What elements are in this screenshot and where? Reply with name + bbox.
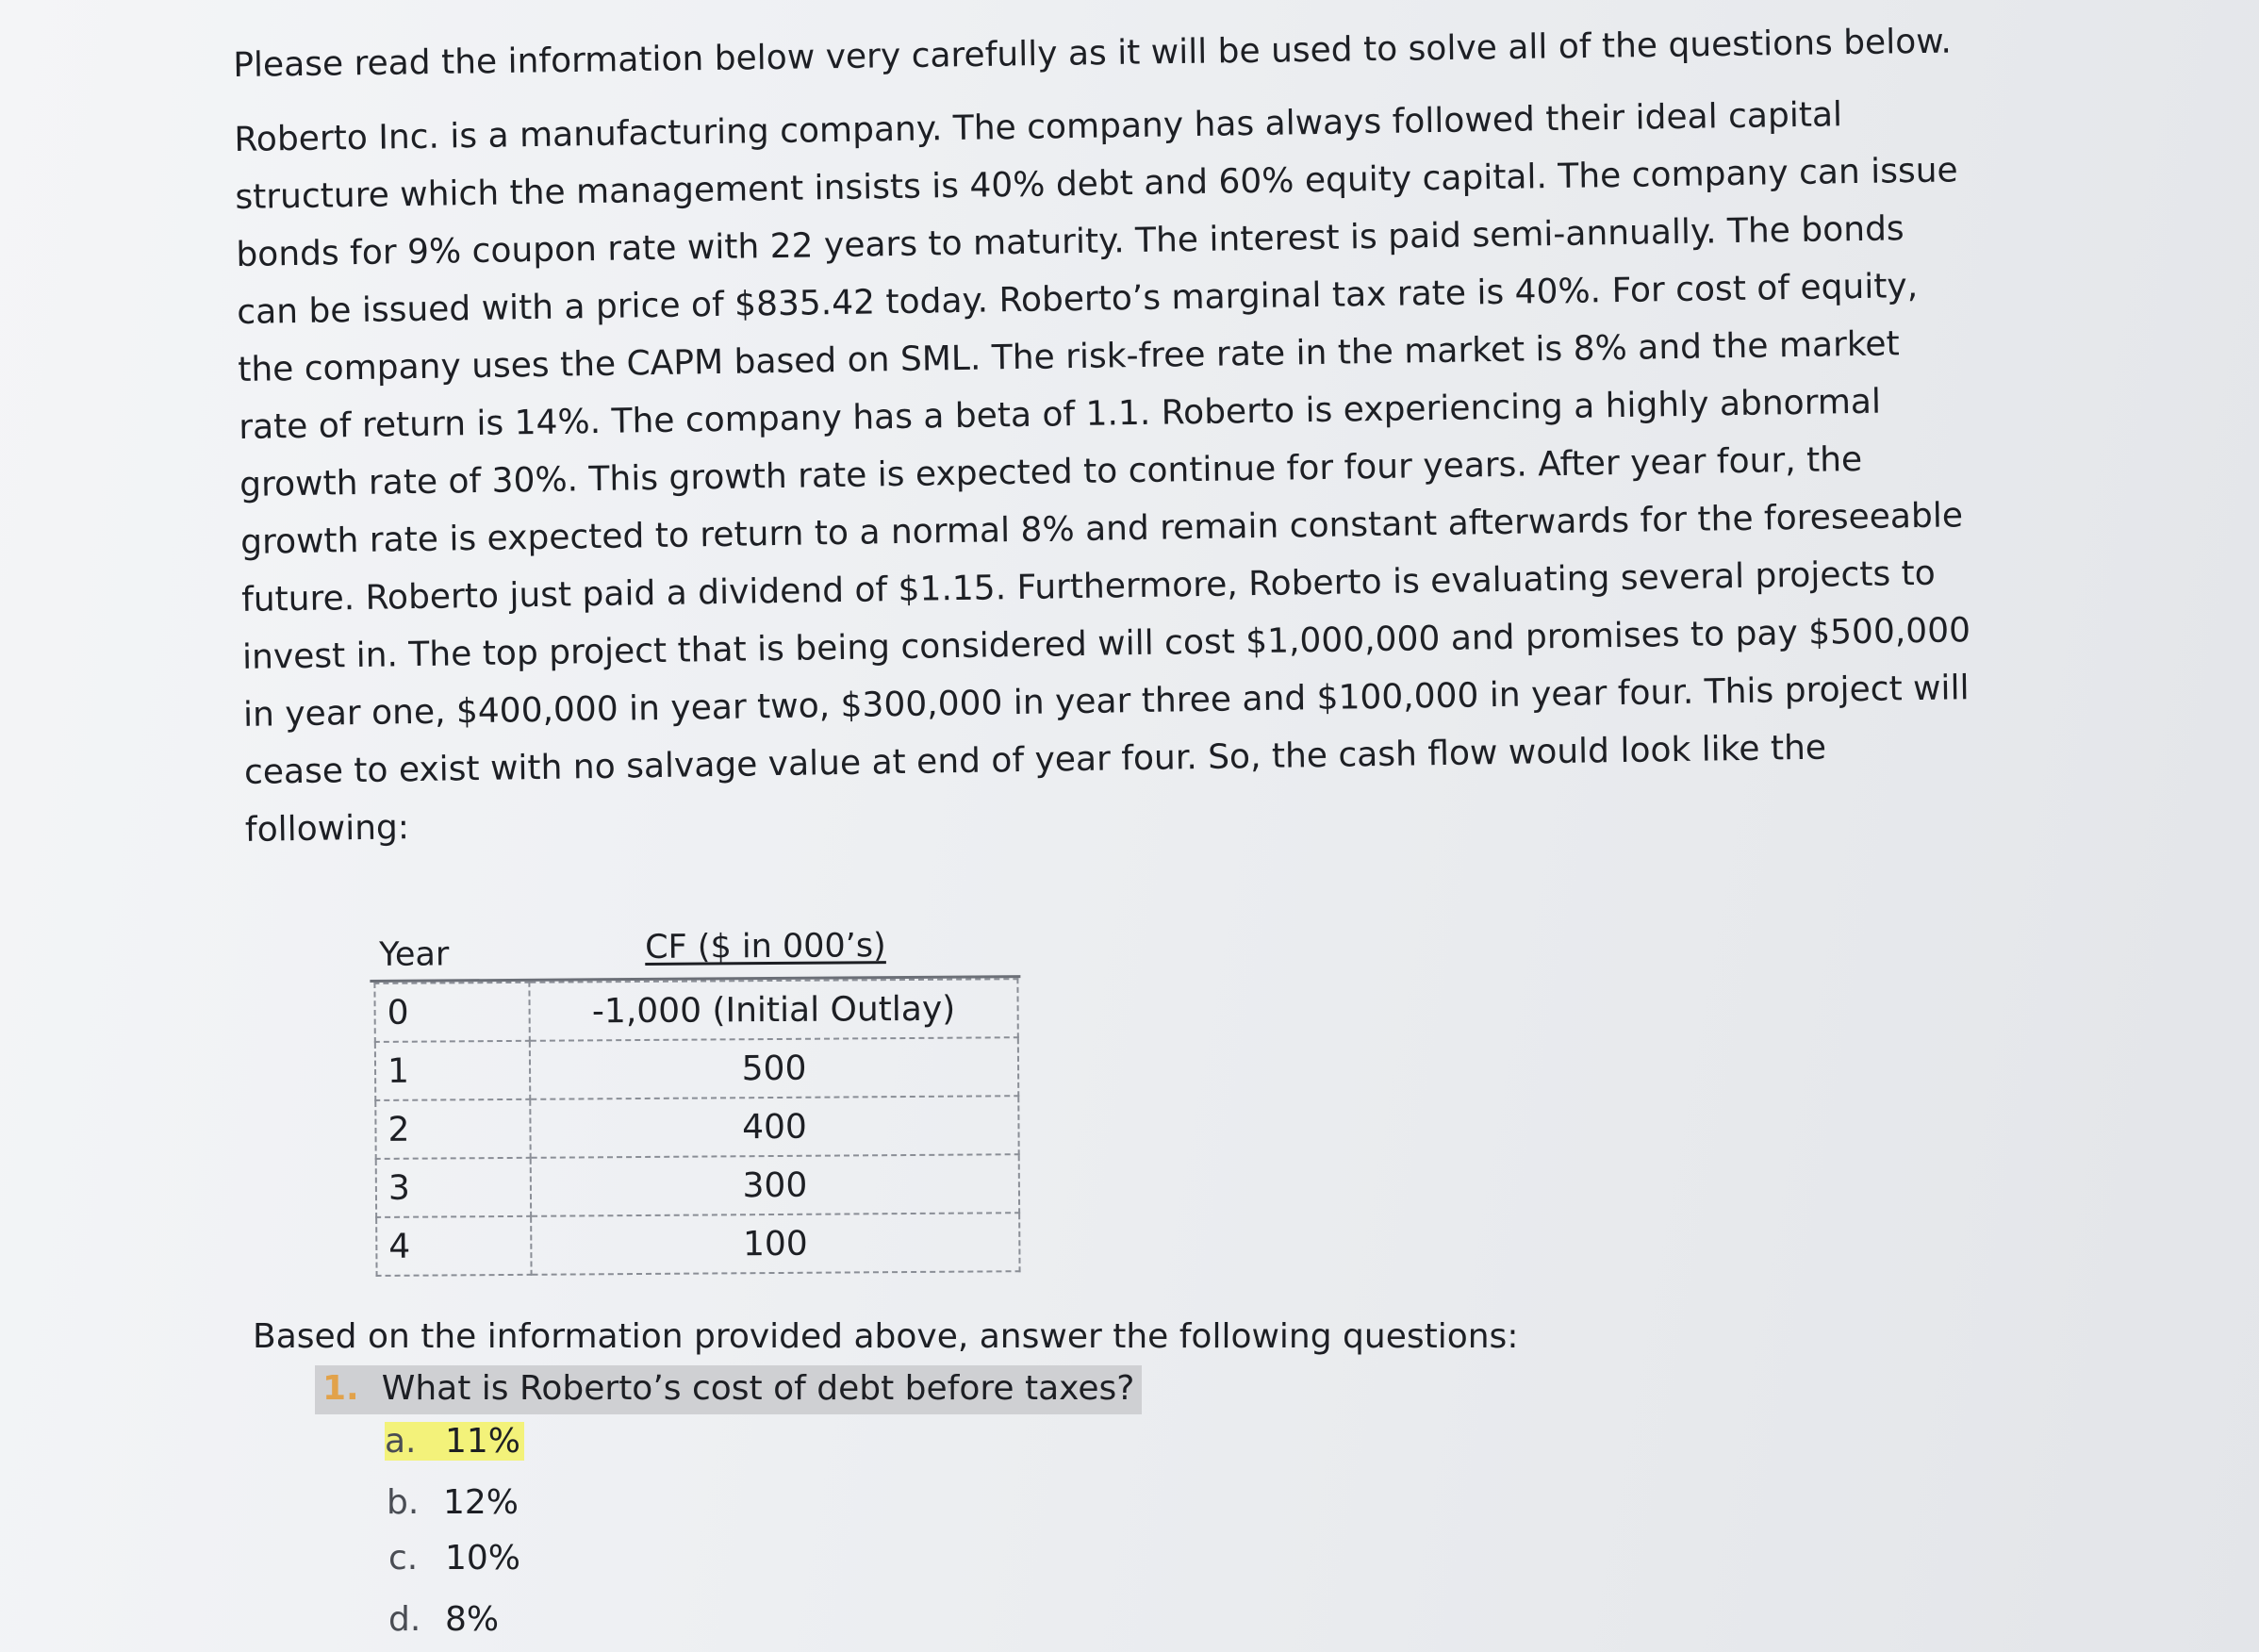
- table-row: [376, 1213, 1019, 1276]
- table-row: [375, 1037, 1018, 1100]
- year-cell[interactable]: 4: [376, 1216, 531, 1276]
- year-cell[interactable]: 1: [375, 1041, 530, 1100]
- paragraph-line: bonds for 9% coupon rate with 22 years to maturity. The interest is paid semi-annually. The bonds: [236, 209, 1904, 274]
- paragraph-line: rate of return is 14%. The company has a beta of 1.1. Roberto is experiencing a highly abnormal: [238, 382, 1882, 447]
- table-header: [370, 924, 1020, 983]
- answer-option-a[interactable]: [385, 1422, 524, 1461]
- header-year: Year: [379, 935, 450, 974]
- paragraph-line: following:: [244, 808, 410, 850]
- answer-option-b[interactable]: [387, 1483, 519, 1522]
- intro-text: Please read the information below very carefully as it will be used to solve all of the questions below.: [233, 22, 1953, 85]
- paragraph-line: can be issued with a price of $835.42 today. Roberto’s marginal tax rate is 40%. For cost of equity,: [237, 266, 1919, 332]
- option-letter: b.: [387, 1483, 420, 1522]
- table-row: [374, 979, 1017, 1042]
- answer-option-d[interactable]: [388, 1600, 499, 1639]
- year-cell[interactable]: 0: [374, 983, 529, 1042]
- question-number: 1.: [322, 1369, 359, 1408]
- option-letter: c.: [388, 1539, 419, 1578]
- option-text: 11%: [441, 1422, 524, 1461]
- problem-paragraph: [234, 84, 1999, 859]
- cf-cell[interactable]: -1,000 (Initial Outlay): [529, 979, 1017, 1041]
- paragraph-line: cease to exist with no salvage value at end of year four. So, the cash flow would look like the: [243, 728, 1827, 792]
- header-cf: CF ($ in 000’s): [645, 927, 886, 966]
- question-text: What is Roberto’s cost of debt before taxes?: [381, 1369, 1135, 1408]
- year-cell[interactable]: 3: [376, 1158, 531, 1217]
- table-row: [376, 1154, 1019, 1217]
- option-text: 10%: [445, 1539, 521, 1578]
- option-text: 8%: [445, 1600, 500, 1639]
- year-cell[interactable]: 2: [375, 1099, 530, 1159]
- cash-flow-table: [370, 924, 1023, 1277]
- paragraph-line: growth rate of 30%. This growth rate is expected to continue for four years. After year four, the: [239, 439, 1863, 504]
- paragraph-line: in year one, $400,000 in year two, $300,000 in year three and $100,000 in year four. This project will: [242, 669, 1970, 735]
- paragraph-line: invest in. The top project that is being considered will cost $1,000,000 and promises to pay $500,000: [241, 611, 1971, 677]
- answer-option-c[interactable]: [388, 1539, 520, 1578]
- paragraph-line: future. Roberto just paid a dividend of $1.15. Furthermore, Roberto is evaluating several projects to: [240, 553, 1937, 620]
- option-letter: d.: [388, 1600, 421, 1639]
- paragraph-line: the company uses the CAPM based on SML. The risk-free rate in the market is 8% and the market: [237, 324, 1900, 389]
- cash-flow-grid: [373, 978, 1020, 1277]
- option-text: 12%: [443, 1483, 519, 1522]
- cf-cell[interactable]: 500: [530, 1037, 1018, 1099]
- cf-cell[interactable]: 400: [530, 1096, 1018, 1158]
- paragraph-line: Roberto Inc. is a manufacturing company. The company has always followed their ideal capital: [234, 95, 1843, 159]
- question-1[interactable]: [315, 1365, 1142, 1414]
- option-letter: a.: [385, 1422, 441, 1461]
- table-row: [375, 1096, 1018, 1159]
- paragraph-line: growth rate is expected to return to a normal 8% and remain constant afterwards for the foreseeable: [239, 496, 1964, 562]
- questions-prompt: Based on the information provided above, answer the following questions:: [253, 1317, 1519, 1356]
- paragraph-line: structure which the management insists is 40% debt and 60% equity capital. The company can issue: [235, 151, 1958, 217]
- cf-cell[interactable]: 100: [531, 1213, 1019, 1275]
- cf-cell[interactable]: 300: [531, 1154, 1019, 1216]
